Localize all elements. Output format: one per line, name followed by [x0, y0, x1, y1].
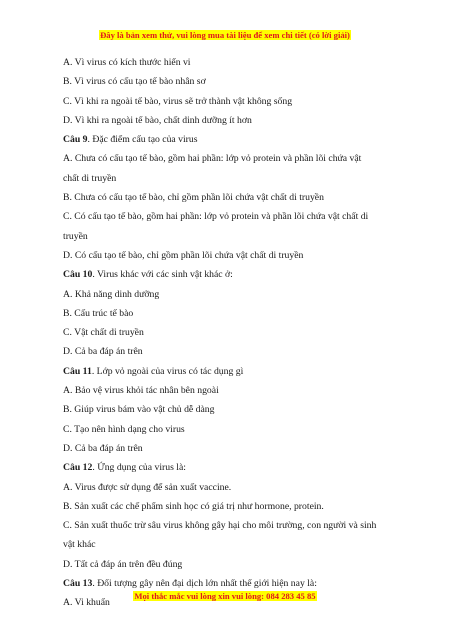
- question-text: . Ứng dụng của virus là:: [92, 462, 186, 474]
- text-line: [63, 516, 393, 535]
- line-text: D. Có cấu tạo tế bào, chỉ gồm phần lõi chứa vật chất di truyền: [63, 249, 304, 261]
- document-body: [63, 53, 393, 613]
- question-number: Câu 13: [63, 578, 93, 590]
- text-line: [63, 400, 393, 419]
- text-line: [63, 72, 393, 91]
- text-line: [63, 246, 393, 265]
- text-line: [63, 497, 393, 516]
- text-line: [63, 207, 393, 226]
- line-text: B. Giúp virus bám vào vật chủ dễ dàng: [63, 404, 215, 416]
- line-text: D. Cả ba đáp án trên: [63, 442, 143, 454]
- question-text: . Đặc điểm cấu tạo của virus: [87, 134, 198, 146]
- line-text: A. Vì virus có kích thước hiển vi: [63, 57, 191, 68]
- text-line: [63, 555, 393, 574]
- text-line: [63, 323, 393, 342]
- text-line: [63, 227, 393, 246]
- text-line: [63, 149, 393, 168]
- question-text: . Đối tượng gây nên đại dịch lớn nhất thế giới hiện nay là:: [92, 578, 317, 590]
- text-line: [63, 535, 393, 554]
- line-text: D. Cả ba đáp án trên: [63, 346, 143, 358]
- question-number: Câu 10: [63, 269, 93, 281]
- text-line: [63, 439, 393, 458]
- line-text: A. Khả năng dinh dưỡng: [63, 288, 160, 300]
- line-text: truyền: [63, 230, 88, 242]
- line-text: B. Sản xuất các chế phẩm sinh học có giá trị như hormone, protein.: [63, 500, 324, 512]
- line-text: A. Chưa có cấu tạo tế bào, gồm hai phần: lớp vỏ protein và phần lõi chứa vật: [63, 153, 362, 165]
- line-text: C. Có cấu tạo tế bào, gồm hai phần: lớp vỏ protein và phần lõi chứa vật chất di: [63, 211, 369, 223]
- line-text: A. Bảo vệ virus khỏi tác nhân bên ngoài: [63, 385, 219, 397]
- line-text: D. Vì khi ra ngoài tế bào, chất dinh dưỡng ít hơn: [63, 114, 252, 126]
- text-line: [63, 92, 393, 111]
- contact-banner: [0, 590, 450, 602]
- line-text: B. Cấu trúc tế bào: [63, 307, 134, 319]
- question-number: Câu 9: [63, 134, 88, 146]
- line-text: C. Vật chất di truyền: [63, 327, 144, 339]
- line-text: A. Vi khuẩn: [63, 597, 110, 609]
- line-text: B. Chưa có cấu tạo tế bào, chỉ gồm phần lõi chứa vật chất di truyền: [63, 192, 324, 204]
- question-line: [63, 265, 393, 284]
- text-line: [63, 420, 393, 439]
- line-text: C. Sản xuất thuốc trừ sâu virus không gây hại cho môi trường, con người và sinh: [63, 520, 377, 532]
- question-line: [63, 362, 393, 381]
- line-text: C. Tạo nên hình dạng cho virus: [63, 423, 185, 435]
- question-number: Câu 12: [63, 462, 93, 474]
- text-line: [63, 53, 393, 72]
- text-line: [63, 342, 393, 361]
- line-text: C. Vì khi ra ngoài tế bào, virus sẽ trở thành vật không sống: [63, 95, 293, 107]
- question-line: [63, 458, 393, 477]
- text-line: [63, 304, 393, 323]
- line-text: vật khác: [63, 539, 96, 551]
- question-line: [63, 130, 393, 149]
- question-number: Câu 11: [63, 365, 92, 377]
- question-text: . Lớp vỏ ngoài của virus có tác dụng gì: [91, 365, 244, 377]
- contact-text: Mọi thắc mắc vui lòng xin vui lòng: 084 283 45 85: [134, 591, 316, 601]
- text-line: [63, 478, 393, 497]
- line-text: A. Virus được sử dụng để sản xuất vaccine.: [63, 481, 232, 493]
- line-text: D. Tất cả đáp án trên đều đúng: [63, 558, 183, 570]
- line-text: B. Vì virus có cấu tạo tế bào nhân sơ: [63, 76, 206, 88]
- text-line: [63, 381, 393, 400]
- preview-notice-banner: [0, 29, 450, 41]
- text-line: [63, 169, 393, 188]
- question-text: . Virus khác với các sinh vật khác ở:: [92, 269, 233, 281]
- text-line: [63, 188, 393, 207]
- preview-notice-text: Đây là bản xem thử, vui lòng mua tài liệu để xem chi tiết (có lời giải): [100, 30, 350, 40]
- line-text: chất di truyền: [63, 172, 117, 184]
- text-line: [63, 111, 393, 130]
- text-line: [63, 285, 393, 304]
